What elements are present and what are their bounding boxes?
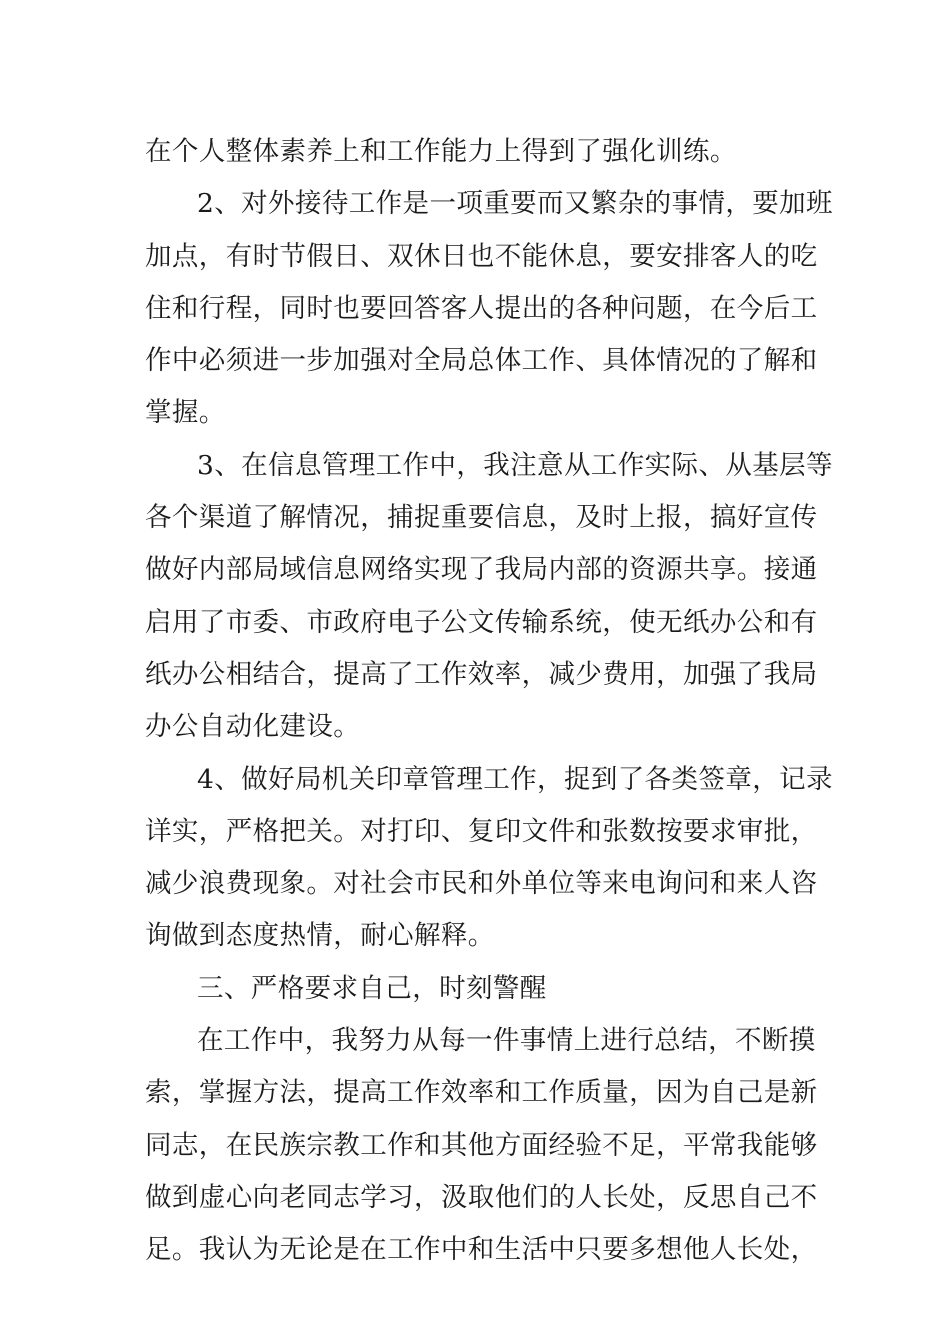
text-line: 减少浪费现象。对社会市民和外单位等来电询问和来人咨 bbox=[145, 868, 818, 900]
text-line: 做好内部局域信息网络实现了我局内部的资源共享。接通 bbox=[145, 554, 818, 586]
paragraph-continuation bbox=[145, 126, 810, 178]
text-line: 3、在信息管理工作中，我注意从工作实际、从基层等 bbox=[197, 449, 833, 481]
text-line: 加点，有时节假日、双休日也不能休息，要安排客人的吃 bbox=[145, 240, 818, 272]
text-line: 作中必须进一步加强对全局总体工作、具体情况的了解和 bbox=[145, 345, 818, 377]
paragraph-self-discipline bbox=[145, 1015, 818, 1276]
text-line: 详实，严格把关。对打印、复印文件和张数按要求审批， bbox=[145, 815, 818, 847]
text-line: 4、做好局机关印章管理工作，捉到了各类签章，记录 bbox=[197, 763, 833, 795]
text-line: 询做到态度热情，耐心解释。 bbox=[145, 920, 495, 952]
text-line: 各个渠道了解情况，捕捉重要信息，及时上报，搞好宣传 bbox=[145, 502, 818, 534]
text-line: 索，掌握方法，提高工作效率和工作质量，因为自己是新 bbox=[145, 1077, 818, 1109]
text-line: 2、对外接待工作是一项重要而又繁杂的事情，要加班 bbox=[197, 188, 833, 220]
text-line: 足。我认为无论是在工作中和生活中只要多想他人长处， bbox=[145, 1234, 818, 1266]
text-line: 掌握。 bbox=[145, 397, 226, 429]
text-line: 在个人整体素养上和工作能力上得到了强化训练。 bbox=[145, 136, 737, 167]
text-line: 办公自动化建设。 bbox=[145, 711, 361, 743]
text-line: 做到虚心向老同志学习，汲取他们的人长处，反思自己不 bbox=[145, 1181, 818, 1213]
text-line: 同志，在民族宗教工作和其他方面经验不足，平常我能够 bbox=[145, 1129, 818, 1161]
text-line: 纸办公相结合，提高了工作效率，减少费用，加强了我局 bbox=[145, 658, 818, 690]
text-line: 住和行程，同时也要回答客人提出的各种问题，在今后工 bbox=[145, 292, 818, 324]
section-heading bbox=[145, 963, 810, 1015]
paragraph-reception-work bbox=[145, 178, 833, 439]
text-line: 在工作中，我努力从每一件事情上进行总结，不断摸 bbox=[197, 1025, 816, 1057]
text-line: 启用了市委、市政府电子公文传输系统，使无纸办公和有 bbox=[145, 606, 818, 638]
paragraph-seal-management bbox=[145, 754, 833, 963]
paragraph-information-management bbox=[145, 440, 833, 754]
document-body bbox=[145, 126, 833, 1277]
text-line: 三、严格要求自己，时刻警醒 bbox=[197, 972, 547, 1004]
